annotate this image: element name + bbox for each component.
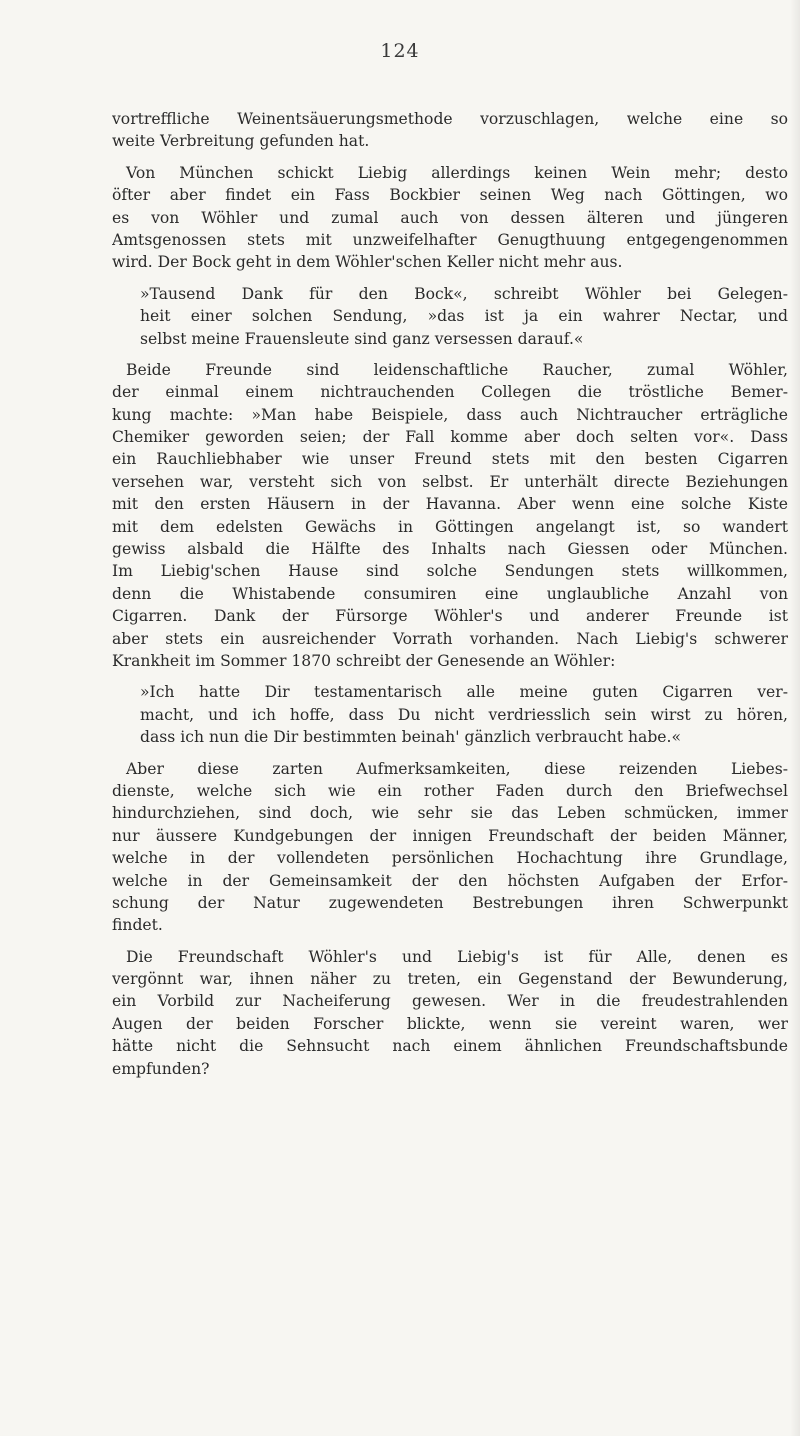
text-line: heit einer solchen Sendung, »das ist ja ein wahrer Nectar, und — [140, 307, 788, 326]
text-line: aber stets ein ausreichender Vorrath vorhanden. Nach Liebig's schwerer — [112, 629, 788, 648]
text-line: »Ich hatte Dir testamentarisch alle meine guten Cigarren ver- — [140, 683, 788, 702]
text-line: Aber diese zarten Aufmerksamkeiten, diese reizenden Liebes- — [126, 759, 788, 778]
text-line: Von München schickt Liebig allerdings keinen Wein mehr; desto — [126, 163, 788, 182]
text-line: vergönnt war, ihnen näher zu treten, ein Gegenstand der Bewunderung, — [112, 970, 788, 989]
text-line: versehen war, versteht sich von selbst. Er unterhält directe Beziehungen — [112, 472, 788, 491]
text-line: weite Verbreitung gefunden hat. — [112, 132, 370, 151]
text-line: Beide Freunde sind leidenschaftliche Raucher, zumal Wöhler, — [126, 360, 788, 379]
body-text — [112, 108, 788, 1080]
text-line: mit den ersten Häusern in der Havanna. Aber wenn eine solche Kiste — [112, 495, 788, 514]
text-line: selbst meine Frauensleute sind ganz versessen darauf.« — [140, 329, 584, 348]
text-line: »Tausend Dank für den Bock«, schreibt Wöhler bei Gelegen- — [140, 284, 788, 303]
text-line: gewiss alsbald die Hälfte des Inhalts nach Giessen oder München. — [112, 540, 788, 559]
text-line: dienste, welche sich wie ein rother Faden durch den Briefwechsel — [112, 781, 788, 800]
text-line: welche in der vollendeten persönlichen Hochachtung ihre Grundlage, — [112, 849, 788, 868]
text-line: wird. Der Bock geht in dem Wöhler'schen Keller nicht mehr aus. — [112, 253, 623, 272]
text-line: welche in der Gemeinsamkeit der den höchsten Aufgaben der Erfor- — [112, 871, 788, 890]
text-line: ein Rauchliebhaber wie unser Freund stets mit den besten Cigarren — [112, 450, 788, 469]
text-line: denn die Whistabende consumiren eine unglaubliche Anzahl von — [112, 584, 788, 603]
text-line: empfunden? — [112, 1059, 210, 1078]
text-line: Chemiker geworden seien; der Fall komme aber doch selten vor«. Dass — [112, 428, 788, 447]
text-line: ein Vorbild zur Nacheiferung gewesen. Wer in die freudestrahlenden — [112, 992, 788, 1011]
text-line: kung machte: »Man habe Beispiele, dass auch Nichtraucher erträgliche — [112, 405, 788, 424]
text-line: Cigarren. Dank der Fürsorge Wöhler's und anderer Freunde ist — [112, 607, 788, 626]
text-line: Amtsgenossen stets mit unzweifelhafter Genugthuung entgegengenommen — [112, 230, 788, 249]
text-line: findet. — [112, 916, 163, 935]
text-line: Krankheit im Sommer 1870 schreibt der Genesende an Wöhler: — [112, 651, 616, 670]
text-line: es von Wöhler und zumal auch von dessen älteren und jüngeren — [112, 208, 788, 227]
page-number: 124 — [380, 40, 420, 62]
text-line: macht, und ich hoffe, dass Du nicht verdriesslich sein wirst zu hören, — [140, 705, 788, 724]
text-line: Im Liebig'schen Hause sind solche Sendungen stets willkommen, — [112, 562, 788, 581]
text-line: Augen der beiden Forscher blickte, wenn sie vereint waren, wer — [112, 1014, 788, 1033]
text-line: öfter aber findet ein Fass Bockbier seinen Weg nach Göttingen, wo — [112, 186, 788, 205]
text-line: der einmal einem nichtrauchenden Collegen die tröstliche Bemer- — [112, 383, 788, 402]
page-edge-shadow — [790, 0, 800, 1436]
text-line: hindurchziehen, sind doch, wie sehr sie das Leben schmücken, immer — [112, 804, 788, 823]
text-line: nur äussere Kundgebungen der innigen Freundschaft der beiden Männer, — [112, 826, 788, 845]
text-line: vortreffliche Weinentsäuerungsmethode vorzuschlagen, welche eine so — [112, 110, 788, 128]
text-line: schung der Natur zugewendeten Bestrebungen ihren Schwerpunkt — [112, 893, 788, 912]
text-line: dass ich nun die Dir bestimmten beinah' gänzlich verbraucht habe.« — [140, 728, 682, 747]
text-line: Die Freundschaft Wöhler's und Liebig's ist für Alle, denen es — [126, 947, 788, 966]
text-line: hätte nicht die Sehnsucht nach einem ähnlichen Freundschaftsbunde — [112, 1037, 788, 1056]
text-line: mit dem edelsten Gewächs in Göttingen angelangt ist, so wandert — [112, 517, 788, 536]
